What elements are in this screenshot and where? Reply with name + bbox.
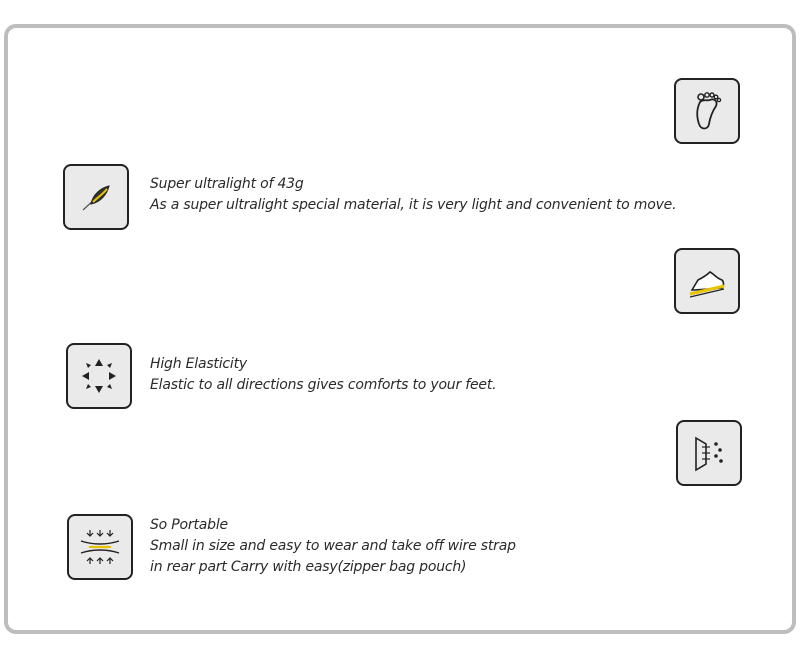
- water-repel-icon: [676, 420, 742, 486]
- feature-description: Small in size and easy to wear and take off wire strap: [150, 538, 516, 554]
- feature-title: So Portable: [150, 517, 228, 533]
- feature-text: [150, 515, 516, 578]
- feature-title: Super ultralight of 43g: [150, 176, 304, 192]
- shoe-sole-icon: [674, 248, 740, 314]
- feature-text: [150, 354, 496, 396]
- feature-description: Elastic to all directions gives comforts to your feet.: [150, 377, 497, 393]
- feature-text: [150, 174, 676, 216]
- feature-title: High Elasticity: [150, 356, 247, 372]
- compress-icon: [67, 514, 133, 580]
- stretch-arrows-icon: [66, 343, 132, 409]
- foot-icon: [674, 78, 740, 144]
- feature-description: As a super ultralight special material, it is very light and convenient to move.: [150, 197, 677, 213]
- feather-icon: [63, 164, 129, 230]
- feature-description: in rear part Carry with easy(zipper bag pouch): [150, 559, 467, 575]
